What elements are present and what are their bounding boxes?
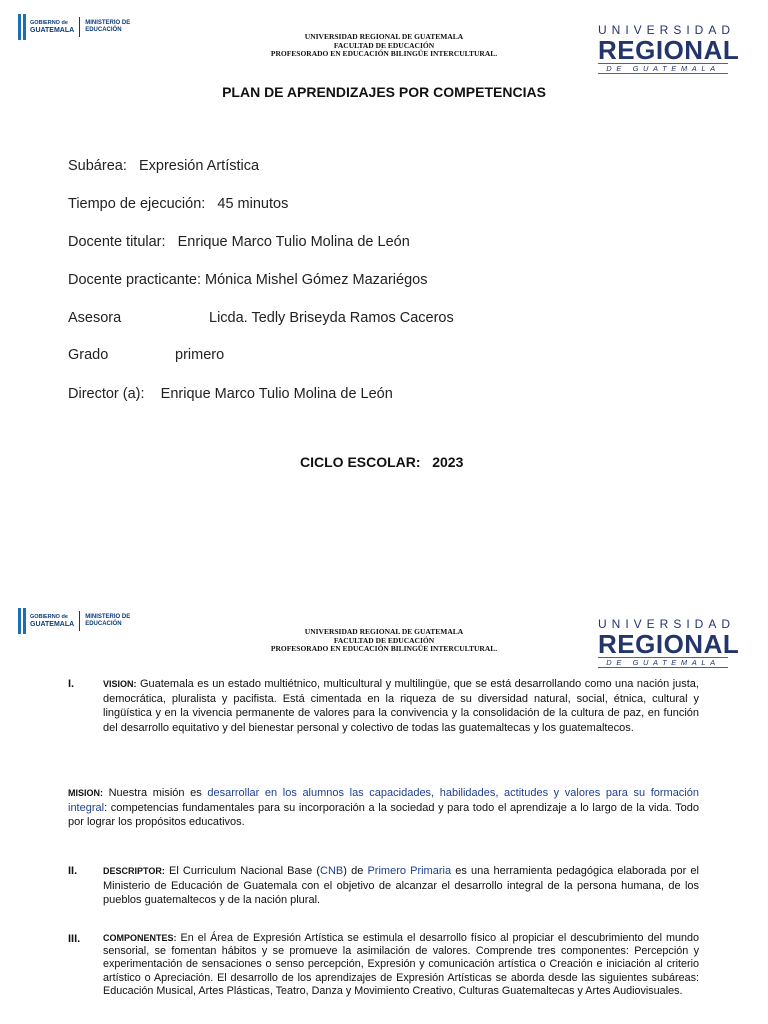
ministry-logo-text: MINISTERIO DE [85,20,131,26]
gov-logo-text: GUATEMALA [30,27,75,34]
componentes-label: COMPONENTES: [103,933,177,943]
field-asesora: Asesora Licda. Tedly Briseyda Ramos Caceros [68,310,454,326]
flag-icon [18,14,26,40]
gov-logo-text: GOBIERNO de [30,20,68,26]
componentes-section [103,932,699,998]
mision-section: MISION: Nuestra misión es desarrollar en los alumnos las capacidades, habilidades, actitudes y valores para su formación integral: competencias fundamentales para su incorporación a la sociedad y para todo el aprendizaje a lo largo de la vida. Todo por lograr los propósitos educativos. [68,787,699,828]
vision-text: Guatemala es un estado multiétnico, multicultural y multilingüe, que se está desarrollando como una nación justa, democrática, pluralista y pacifista. Está cimentada en la riqueza de su diversidad natural, social, étnica, cultural y lingüística y en la vivencia permanente de valores para la convivencia y la consolidación de la cultura de paz, en función del desarrollo equitativo y del bienestar personal y colectivo de todas las guatemaltecas y los guatemaltecos. [103,678,699,734]
university-line: UNIVERSIDAD REGIONAL DE GUATEMALA [304,32,464,41]
field-tiempo: Tiempo de ejecución: 45 minutos [68,196,289,212]
field-subarea: Subárea: Expresión Artística [68,158,260,174]
faculty-line: FACULTAD DE EDUCACIÓN [333,40,435,50]
plan-title: PLAN DE APRENDIZAJES POR COMPETENCIAS [222,84,546,100]
gov-logo: GOBIERNO de GUATEMALA MINISTERIO DE EDUCACIÓN [18,608,130,634]
program-line: PROFESORADO EN EDUCACIÓN BILINGÜE INTERCULTURAL. [270,49,498,58]
section-number: II. [68,865,78,877]
flag-icon [18,608,26,634]
university-logo: UNIVERSIDAD REGIONAL DE GUATEMALA [598,23,740,73]
vision-label: VISION: [103,679,137,689]
field-grado: Grado primero [68,347,225,363]
descriptor-label: DESCRIPTOR: [103,866,165,876]
section-number: I. [68,678,75,690]
field-docente-titular: Docente titular: Enrique Marco Tulio Molina de León [68,234,410,250]
vision-section [103,677,699,735]
descriptor-section: DESCRIPTOR: El Curriculum Nacional Base (CNB) de Primero Primaria es una herramienta pedagógica elaborada por el Ministerio de Educación de Guatemala con el objetivo de alcanzar el desarrollo integral de la persona humana, de los pueblos guatemaltecos y de la nación plural. [103,865,699,906]
gov-logo [18,14,130,40]
mision-label: MISION: [68,788,103,798]
university-logo: UNIVERSIDAD REGIONAL DE GUATEMALA [598,617,740,667]
ciclo-escolar: CICLO ESCOLAR: 2023 [300,454,464,470]
university-header [234,33,534,59]
field-docente-practicante: Docente practicante: Mónica Mishel Gómez Mazariégos [68,272,428,288]
university-header: UNIVERSIDAD REGIONAL DE GUATEMALA FACULTAD DE EDUCACIÓN PROFESORADO EN EDUCACIÓN BILINGÜE INTERCULTURAL. [270,627,498,653]
field-director: Director (a): Enrique Marco Tulio Molina de León [68,386,393,402]
ministry-logo-text: EDUCACIÓN [85,27,122,33]
componentes-text: En el Área de Expresión Artística se estimula el desarrollo físico al propiciar el descubrimiento del mundo sensorial, se fomentan hábitos y se promueve la asimilación de valores. Comprende tres componentes: Percepción y experimentación de sensaciones o senso percepción, Expresión y comunicación artística o Creación e iniciación al criterio artístico o Apreciación. El desarrollo de los aprendizajes de Expresión Artísticas se aborda desde las siguientes subáreas: Educación Musical, Artes Plásticas, Teatro, Danza y Movimiento Creativo, Culturas Guatemaltecas y Artes Audiovisuales. [103,932,699,997]
section-number: III. [68,933,81,945]
